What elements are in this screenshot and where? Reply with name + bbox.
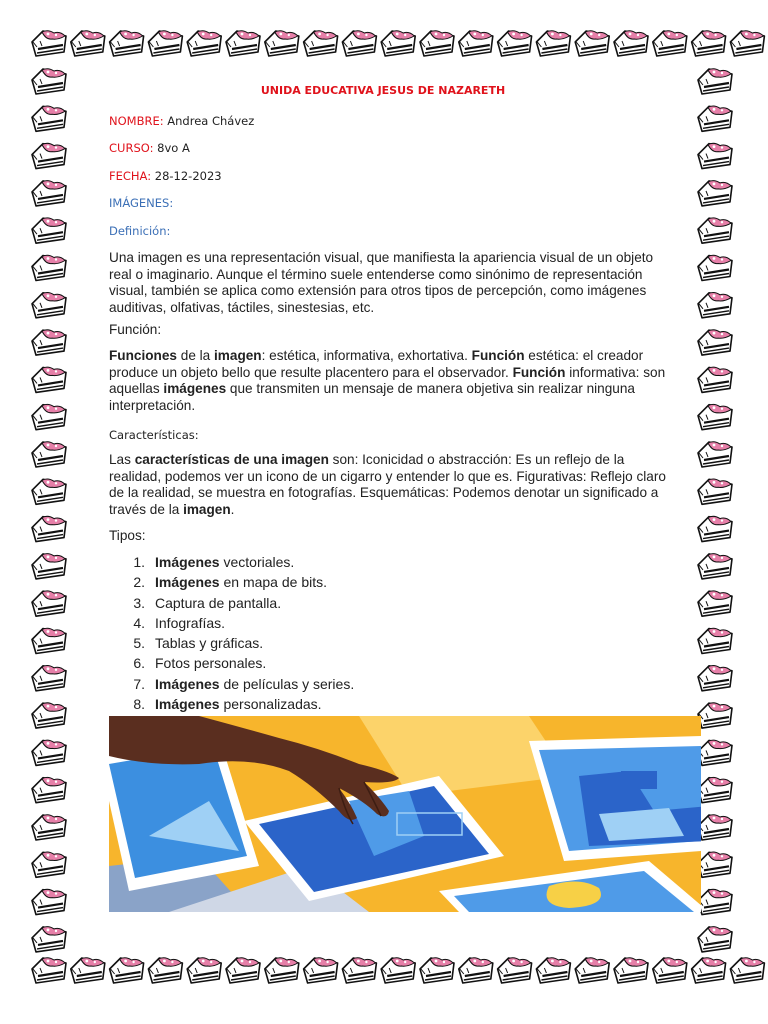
cake-icon bbox=[698, 777, 732, 802]
cake-icon bbox=[420, 958, 454, 983]
cake-icon bbox=[304, 958, 338, 983]
cake-icon bbox=[575, 31, 609, 56]
cake-icon bbox=[32, 703, 66, 728]
cake-icon bbox=[698, 554, 732, 579]
cake-icon bbox=[32, 927, 66, 952]
cake-icon bbox=[148, 958, 182, 983]
cake-icon bbox=[32, 815, 66, 840]
cake-icon bbox=[698, 852, 732, 877]
name-value: Andrea Chávez bbox=[163, 114, 255, 128]
cake-icon bbox=[32, 367, 66, 392]
date-line bbox=[109, 169, 222, 183]
characteristics-paragraph: Las características de una imagen son: Iconicidad o abstracción: Es un reflejo de la realidad, podemos ver un icono de un cigarro y entender lo que es. Figurativas: Reflejo claro de la realidad, se muestra en fotografías. Esquemáticas: Podemos denotar un significado a través de la imagen. bbox=[109, 452, 666, 517]
cake-icon bbox=[110, 958, 144, 983]
cake-icon bbox=[498, 958, 532, 983]
cake-icon bbox=[698, 889, 732, 914]
cake-icon bbox=[614, 958, 648, 983]
cake-icon bbox=[32, 554, 66, 579]
cake-icon bbox=[71, 31, 105, 56]
cake-icon bbox=[32, 218, 66, 243]
school-title: UNIDA EDUCATIVA JESUS DE NAZARETH bbox=[260, 84, 506, 97]
list-item: 7. Imágenes de películas y series. bbox=[133, 675, 355, 692]
cake-icon bbox=[32, 69, 66, 94]
types-heading: Tipos: bbox=[109, 528, 146, 543]
cake-icon bbox=[32, 479, 66, 504]
course-label: CURSO: bbox=[109, 141, 154, 155]
types-list bbox=[109, 552, 354, 714]
cake-icon bbox=[110, 31, 144, 56]
cake-icon bbox=[32, 628, 66, 653]
cake-icon bbox=[698, 703, 732, 728]
list-item: 8. Imágenes personalizadas. bbox=[133, 696, 322, 713]
list-item: 5. Tablas y gráficas. bbox=[133, 635, 264, 652]
cake-icon bbox=[32, 404, 66, 429]
cake-icon bbox=[32, 740, 66, 765]
definition-paragraph: Una imagen es una representación visual, que manifiesta la apariencia visual de un objeto real o imaginario. Aunque el término suele entenderse como sinónimo de representación visual, también se aplica como extensión para otros tipos de percepción, como imágenes auditivas, olfativas, táctiles, sinestesias, etc. bbox=[109, 250, 654, 315]
cake-icon bbox=[265, 31, 299, 56]
cake-icon bbox=[459, 31, 493, 56]
list-item: 3. Captura de pantalla. bbox=[133, 594, 282, 611]
cake-icon bbox=[32, 31, 66, 56]
cake-icon bbox=[698, 218, 732, 243]
course-line bbox=[109, 141, 190, 155]
cake-icon bbox=[698, 591, 732, 616]
cake-icon bbox=[32, 255, 66, 280]
definition-heading: Definición: bbox=[109, 224, 171, 238]
cake-icon bbox=[698, 815, 732, 840]
cake-icon bbox=[187, 958, 221, 983]
cake-icon bbox=[32, 143, 66, 168]
cake-icon bbox=[653, 958, 687, 983]
cake-icon bbox=[32, 777, 66, 802]
cake-icon bbox=[32, 666, 66, 691]
cake-icon bbox=[698, 404, 732, 429]
cake-icon bbox=[32, 958, 66, 983]
date-value: 28-12-2023 bbox=[151, 169, 222, 183]
list-item: 6. Fotos personales. bbox=[133, 655, 267, 672]
course-value: 8vo A bbox=[153, 141, 190, 155]
cake-icon bbox=[420, 31, 454, 56]
cake-icon bbox=[265, 958, 299, 983]
illustration-image bbox=[109, 716, 701, 912]
cake-icon bbox=[498, 31, 532, 56]
cake-icon bbox=[692, 958, 726, 983]
cake-icon bbox=[32, 181, 66, 206]
cake-icon bbox=[226, 958, 260, 983]
cake-icon bbox=[614, 31, 648, 56]
cake-icon bbox=[226, 31, 260, 56]
cake-icon bbox=[71, 958, 105, 983]
cake-icon bbox=[381, 31, 415, 56]
list-item: 1. Imágenes vectoriales. bbox=[133, 554, 295, 570]
cake-icon bbox=[575, 958, 609, 983]
cake-icon bbox=[698, 740, 732, 765]
cake-icon bbox=[459, 958, 493, 983]
cake-icon bbox=[187, 31, 221, 56]
cake-icon bbox=[536, 958, 570, 983]
characteristics-heading: Características: bbox=[109, 428, 199, 442]
cake-icon bbox=[698, 666, 732, 691]
cake-icon bbox=[692, 31, 726, 56]
cake-icon bbox=[698, 106, 732, 131]
cake-icon bbox=[536, 31, 570, 56]
list-item: 4. Infografías. bbox=[133, 614, 226, 631]
cake-icon bbox=[32, 889, 66, 914]
list-item: 2. Imágenes en mapa de bits. bbox=[133, 574, 327, 591]
cake-icon bbox=[698, 516, 732, 541]
topic-heading: IMÁGENES: bbox=[109, 196, 174, 210]
cake-icon bbox=[32, 516, 66, 541]
function-heading: Función: bbox=[109, 322, 162, 337]
name-line bbox=[109, 114, 254, 128]
function-paragraph: Funciones de la imagen: estética, informativa, exhortativa. Función estética: el creador produce un objeto bello que resulte placentero para el observador. Función informativa: son aquellas imágenes que transmiten un mensaje de manera objetiva sin realizar ninguna interpretación. bbox=[109, 348, 666, 413]
cake-icon bbox=[698, 181, 732, 206]
cake-icon bbox=[148, 31, 182, 56]
cake-icon bbox=[698, 479, 732, 504]
cake-icon bbox=[342, 958, 376, 983]
name-label: NOMBRE: bbox=[109, 114, 164, 128]
cake-icon bbox=[698, 293, 732, 318]
cake-icon bbox=[698, 255, 732, 280]
cake-icon bbox=[32, 852, 66, 877]
cake-icon bbox=[304, 31, 338, 56]
cake-icon bbox=[698, 628, 732, 653]
date-label: FECHA: bbox=[109, 169, 152, 183]
cake-icon bbox=[698, 927, 732, 952]
cake-icon bbox=[381, 958, 415, 983]
cake-icon bbox=[653, 31, 687, 56]
cake-icon bbox=[730, 958, 764, 983]
cake-icon bbox=[698, 69, 732, 94]
cake-icon bbox=[32, 442, 66, 467]
cake-icon bbox=[698, 330, 732, 355]
cake-icon bbox=[698, 367, 732, 392]
cake-icon bbox=[32, 330, 66, 355]
cake-icon bbox=[32, 591, 66, 616]
cake-icon bbox=[698, 442, 732, 467]
cake-icon bbox=[730, 31, 764, 56]
cake-icon bbox=[342, 31, 376, 56]
cake-icon bbox=[32, 106, 66, 131]
cake-icon bbox=[32, 293, 66, 318]
cake-icon bbox=[698, 143, 732, 168]
